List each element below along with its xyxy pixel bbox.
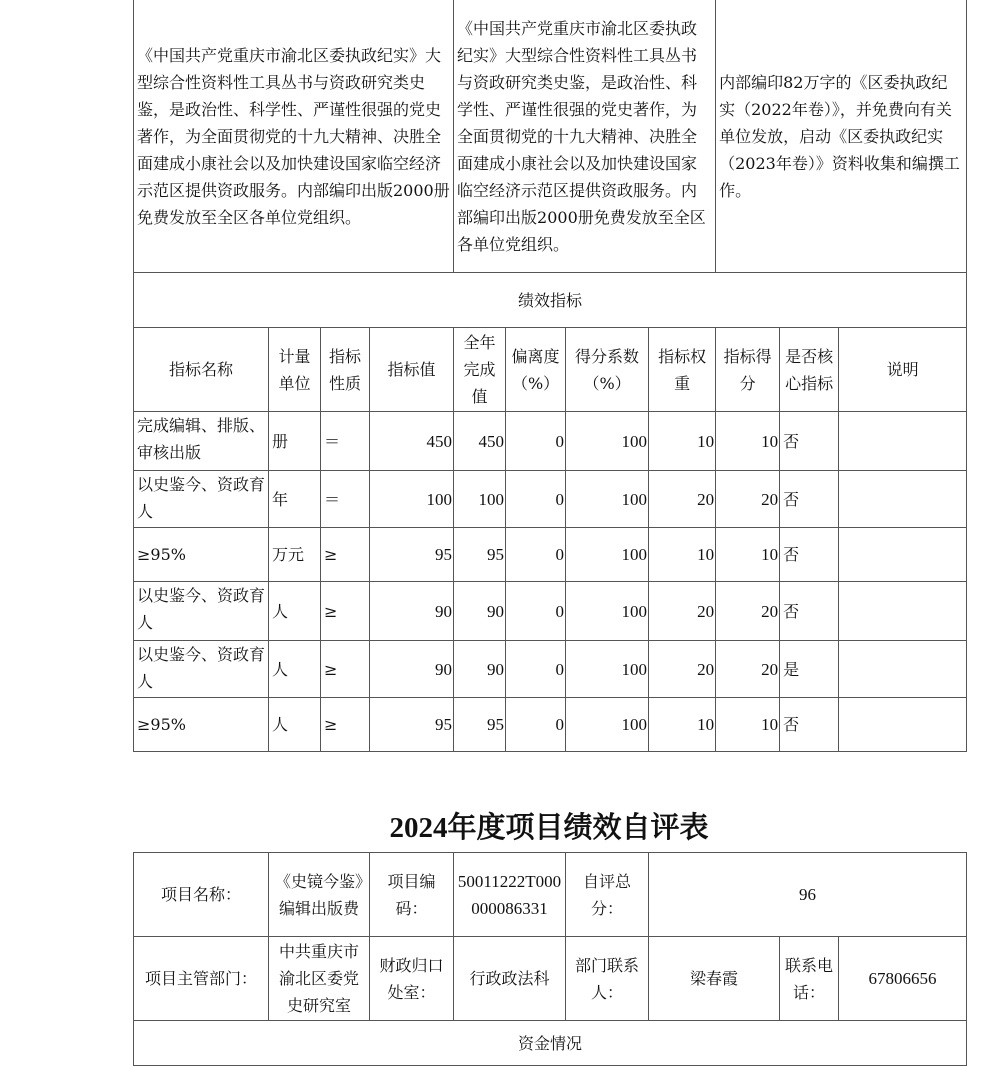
score-value: 96: [649, 853, 967, 937]
header-row: [134, 328, 967, 412]
table-cell: 10: [649, 698, 716, 752]
table-cell: 10: [716, 412, 780, 471]
table-cell: 10: [716, 528, 780, 582]
project-name-value: 《史镜今鉴》编辑出版费: [269, 853, 370, 937]
table-cell: 万元: [269, 528, 321, 582]
table-cell: 90: [370, 582, 454, 641]
table-cell: 100: [566, 412, 649, 471]
finance-label: 财政归口处室：: [370, 937, 454, 1021]
funds-section-label: 资金情况: [134, 1021, 967, 1066]
table-cell: ≥95%: [134, 698, 269, 752]
table-cell: 否: [780, 698, 839, 752]
table-cell: 95: [454, 698, 506, 752]
table-cell: 完成编辑、排版、审核出版: [134, 412, 269, 471]
table-cell: 95: [454, 528, 506, 582]
table-cell: 否: [780, 412, 839, 471]
table-cell: 人: [269, 582, 321, 641]
table-cell: [839, 412, 967, 471]
table-cell: 人: [269, 641, 321, 698]
table-cell: 450: [454, 412, 506, 471]
table-cell: 否: [780, 471, 839, 528]
header-cell: 说明: [839, 328, 967, 412]
table-cell: 0: [506, 528, 566, 582]
table-cell: 95: [370, 528, 454, 582]
table-cell: 100: [454, 471, 506, 528]
project-info-table: [133, 852, 967, 1066]
table-cell: 以史鉴今、资政育人: [134, 641, 269, 698]
project-code-value: 50011222T000000086331: [454, 853, 566, 937]
table-cell: 以史鉴今、资政育人: [134, 471, 269, 528]
dept-value: 中共重庆市渝北区委党史研究室: [269, 937, 370, 1021]
table-cell: [839, 471, 967, 528]
header-cell: 偏离度（%）: [506, 328, 566, 412]
header-cell: 指标得分: [716, 328, 780, 412]
table-cell: ＝: [321, 412, 370, 471]
table-cell: 0: [506, 582, 566, 641]
table-cell: 20: [716, 471, 780, 528]
dept-label: 项目主管部门：: [134, 937, 269, 1021]
header-cell: 指标权重: [649, 328, 716, 412]
header-cell: 指标性质: [321, 328, 370, 412]
table-cell: ≥: [321, 641, 370, 698]
table-row: [134, 641, 967, 698]
project-name-label: 项目名称：: [134, 853, 269, 937]
goal-description-cell: 《中国共产党重庆市渝北区委执政纪实》大型综合性资料性工具丛书与资政研究类史鉴，是政治性、科学性、严谨性很强的党史著作，为全面贯彻党的十九大精神、决胜全面建成小康社会以及加快建设国家临空经济示范区提供资政服务。内部编印出版2000册免费发放至全区各单位党组织。: [134, 0, 454, 273]
phone-value: 67806656: [839, 937, 967, 1021]
header-cell: 是否核心指标: [780, 328, 839, 412]
table-cell: 年: [269, 471, 321, 528]
table-cell: [839, 698, 967, 752]
phone-label: 联系电话：: [780, 937, 839, 1021]
table-cell: 0: [506, 698, 566, 752]
contact-value: 梁春霞: [649, 937, 780, 1021]
table-cell: 90: [454, 641, 506, 698]
table-cell: 100: [566, 641, 649, 698]
result-description-cell: 内部编印82万字的《区委执政纪实（2022年卷）》，并免费向有关单位发放，启动《区委执政纪实（2023年卷）》资料收集和编撰工作。: [716, 0, 967, 273]
table-cell: [839, 528, 967, 582]
table-row: [134, 412, 967, 471]
table-cell: 否: [780, 582, 839, 641]
table-row: [134, 528, 967, 582]
table-cell: 20: [649, 582, 716, 641]
table-cell: ≥: [321, 698, 370, 752]
score-label: 自评总分：: [566, 853, 649, 937]
performance-indicator-table: [133, 0, 967, 752]
table-cell: 20: [716, 582, 780, 641]
table-cell: 20: [649, 471, 716, 528]
table-cell: [839, 582, 967, 641]
header-cell: 得分系数（%）: [566, 328, 649, 412]
table-cell: ≥: [321, 582, 370, 641]
table-cell: 0: [506, 641, 566, 698]
table-row: [134, 471, 967, 528]
table-cell: 以史鉴今、资政育人: [134, 582, 269, 641]
table-cell: 10: [649, 528, 716, 582]
table-cell: 10: [716, 698, 780, 752]
table-cell: 20: [649, 641, 716, 698]
table-cell: 10: [649, 412, 716, 471]
table-cell: 册: [269, 412, 321, 471]
table-cell: 90: [370, 641, 454, 698]
header-cell: 指标名称: [134, 328, 269, 412]
page-title: 2024年度项目绩效自评表: [389, 812, 709, 844]
table-cell: ＝: [321, 471, 370, 528]
finance-value: 行政政法科: [454, 937, 566, 1021]
table-cell: 人: [269, 698, 321, 752]
table-cell: 450: [370, 412, 454, 471]
table-cell: 90: [454, 582, 506, 641]
header-cell: 计量单位: [269, 328, 321, 412]
table-cell: 95: [370, 698, 454, 752]
table-cell: 100: [370, 471, 454, 528]
project-code-label: 项目编码：: [370, 853, 454, 937]
table-row: [134, 698, 967, 752]
contact-label: 部门联系人：: [566, 937, 649, 1021]
actual-description-cell: 《中国共产党重庆市渝北区委执政纪实》大型综合性资料性工具丛书与资政研究类史鉴，是政治性、科学性、严谨性很强的党史著作，为全面贯彻党的十九大精神、决胜全面建成小康社会以及加快建设国家临空经济示范区提供资政服务。内部编印出版2000册免费发放至全区各单位党组织。: [454, 0, 716, 273]
table-cell: 100: [566, 698, 649, 752]
table-cell: 100: [566, 471, 649, 528]
table-cell: ≥: [321, 528, 370, 582]
table-cell: 0: [506, 471, 566, 528]
table-cell: ≥95%: [134, 528, 269, 582]
table-row: [134, 582, 967, 641]
header-cell: 全年完成值: [454, 328, 506, 412]
table-cell: 否: [780, 528, 839, 582]
table-cell: 0: [506, 412, 566, 471]
header-cell: 指标值: [370, 328, 454, 412]
section-label: 绩效指标: [134, 273, 967, 328]
table-cell: [839, 641, 967, 698]
table-cell: 20: [716, 641, 780, 698]
table-cell: 100: [566, 582, 649, 641]
table-cell: 100: [566, 528, 649, 582]
table-cell: 是: [780, 641, 839, 698]
